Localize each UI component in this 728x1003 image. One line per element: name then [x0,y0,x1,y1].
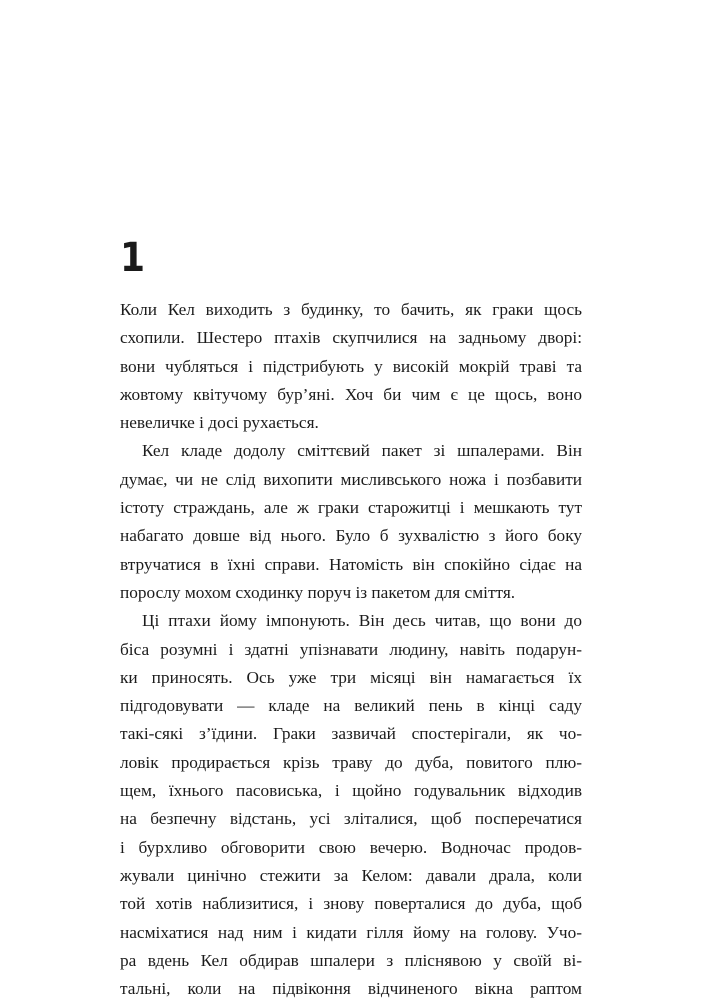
text-line: біса розумні і здатні упізнавати людину, навіть подарун- [120,639,582,659]
text-line: істоту страждань, але ж граки старожитці і мешкають тут [120,498,582,518]
text-line: щем, їхнього пасовиська, і щойно годувальник відходив [120,781,582,801]
text-line: набагато довше від нього. Було б зухвалістю з його боку [120,526,582,546]
text-line: ки приносять. Ось уже три місяці він намагається їх [120,667,582,687]
text-line: ра вдень Кел обдирав шпалери з пліснявою у своїй ві- [120,950,582,970]
text-line: Кел кладе додолу сміттєвий пакет зі шпалерами. Він [142,441,582,461]
text-line: втручатися в їхні справи. Натомість він спокійно сідає на [120,554,582,574]
text-line: схопили. Шестеро птахів скупчилися на задньому дворі: [120,328,582,348]
text-line: той хотів наблизитися, і знову поверталися до дуба, щоб [120,894,582,914]
text-line: вони чубляться і підстрибують у високій мокрій траві та [120,356,582,376]
text-line: Ці птахи йому імпонують. Він десь читав, що вони до [142,611,582,631]
text-line: жовтому квітучому бур’яні. Хоч би чим є це щось, воно [120,384,582,404]
chapter-text [120,296,582,1003]
text-line: такі-сякі з’їдини. Граки зазвичай спостерігали, як чо- [120,724,582,744]
text-line: невеличке і досі рухається. [120,413,319,433]
text-line: і бурхливо обговорити свою вечерю. Водночас продов- [120,837,582,857]
text-line: порослу мохом сходинку поруч із пакетом для сміття. [120,582,516,602]
text-line: Коли Кел виходить з будинку, то бачить, як граки щось [120,300,582,319]
text-line: ловік продирається крізь траву до дуба, повитого плю- [120,752,582,772]
text-line: на безпечну відстань, усі зліталися, щоб посперечатися [120,809,582,829]
text-line: думає, чи не слід вихопити мисливського ножа і позбавити [120,469,582,489]
text-line: насміхатися над ним і кидати гілля йому на голову. Учо- [120,922,582,942]
text-line: жували цинічно стежити за Келом: давали драла, коли [120,865,582,885]
text-line: тальні, коли на підвіконня відчиненого вікна раптом [120,979,582,999]
text-line: підгодовувати — кладе на великий пень в кінці саду [120,696,582,716]
chapter-number: 1 [120,235,146,281]
